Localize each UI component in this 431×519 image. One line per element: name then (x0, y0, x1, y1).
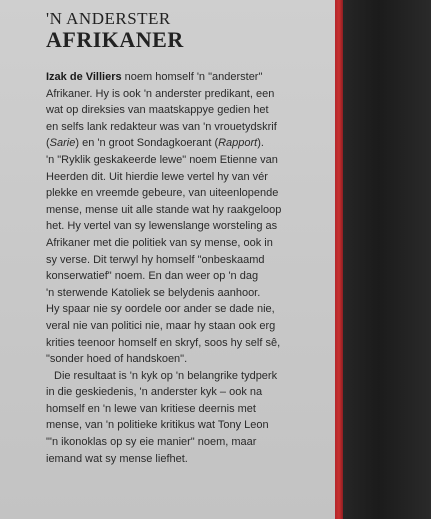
blurb-line: 'n "Ryklik geskakeerde lewe" noem Etienne van (46, 153, 278, 166)
title-line-2: AFRIKANER (46, 27, 184, 52)
blurb-line: konserwatief" noem. En dan weer op 'n dag (46, 270, 259, 283)
blurb-line: Die resultaat is 'n kyk op 'n belangrike tydperk (54, 369, 278, 382)
blurb-line: Hy spaar nie sy oordele oor ander se dade nie, (46, 303, 275, 316)
blurb-line: wat op direksies van maatskappye gedien het (46, 104, 269, 117)
blurb-line: (Sarie) en 'n groot Sondagkoerant (Rapport). (46, 137, 264, 150)
blurb-line: "sonder hoed of handskoen". (46, 353, 188, 366)
blurb-text (46, 69, 328, 467)
blurb-line: Afrikaner. Hy is ook 'n anderster predikant, een (46, 87, 275, 100)
newspaper-name: Rapport (218, 137, 258, 150)
spine-red-stripe (335, 0, 343, 519)
magazine-name: Sarie (49, 137, 76, 150)
blurb-line: Izak de Villiers noem homself 'n "anderster" (46, 71, 263, 83)
blurb-line: "'n ikonoklas op sy eie manier" noem, maar (46, 436, 257, 449)
blurb-line: sy verse. Dit terwyl hy homself "onbeskaamd (46, 253, 265, 266)
blurb-line: mense, mense uit alle stande wat hy raakgeloop (46, 203, 282, 216)
spine-dark-edge (343, 0, 431, 519)
blurb-line: krities teenoor homself en skryf, soos hy self sê, (46, 336, 281, 349)
blurb-line: en selfs lank redakteur was van 'n vrouetydskrif (46, 120, 277, 133)
blurb-line: mense, van 'n politieke kritikus wat Tony Leon (46, 419, 269, 432)
blurb-line: iemand wat sy mense liefhet. (46, 452, 188, 465)
blurb-line: Heerden dit. Uit hierdie lewe vertel hy van vér (46, 170, 268, 183)
blurb-line: plekke en vreemde gebeure, van uiteenlopende (46, 187, 279, 200)
title-line-1: 'N ANDERSTER (46, 9, 171, 28)
blurb-line: het. Hy vertel van sy lewenslange worsteling as (46, 220, 278, 233)
blurb-line: homself en 'n lewe van kritiese deernis met (46, 402, 256, 415)
blurb-line: Afrikaner met die politiek van sy mense, ook in (46, 236, 273, 249)
blurb-line: veral nie van politici nie, maar hy staan ook erg (46, 319, 276, 332)
book-title (46, 10, 184, 51)
blurb-line: 'n sterwende Katoliek se belydenis aanhoor. (46, 286, 261, 299)
author-name: Izak de Villiers (46, 71, 122, 83)
blurb-line: in die geskiedenis, 'n anderster kyk – ook na (46, 386, 263, 399)
